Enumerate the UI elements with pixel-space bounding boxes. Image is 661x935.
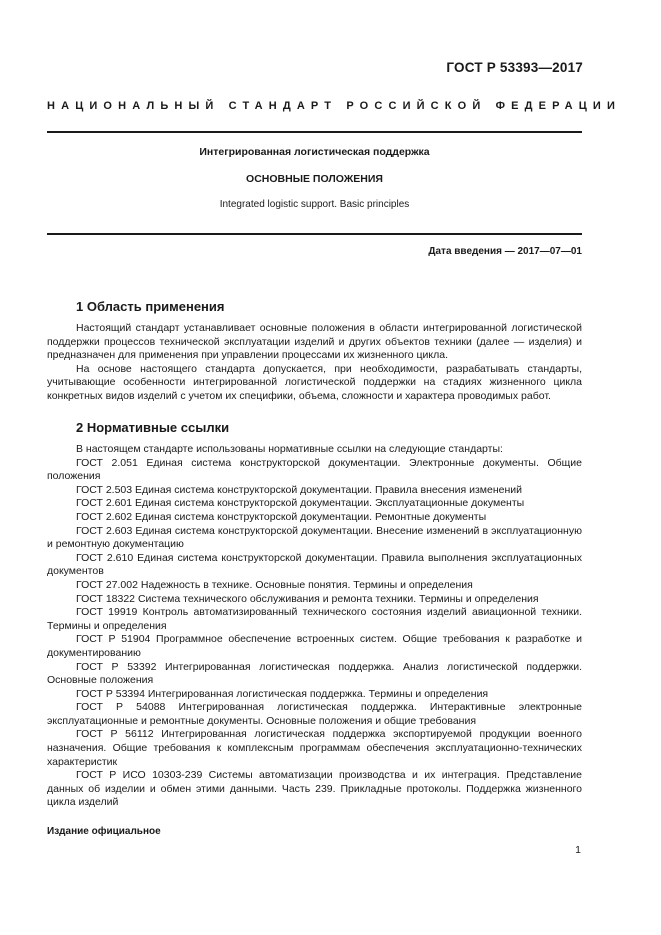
reference-item: ГОСТ 27.002 Надежность в технике. Основные понятия. Термины и определения [76, 578, 473, 591]
reference-item: ГОСТ Р ИСО 10303-239 Системы автоматизации производства и их интеграция. Представление данных об изделии и обмен этими данными. Часть 239. Прикладные протоколы. Поддержка жизненного цикла изделий [47, 769, 582, 809]
paragraph: Настоящий стандарт устанавливает основные положения в области интегрированной логистической поддержки процессов технической эксплуатации изделий и других объектов техники (далее — изделия) и предназначен для применения при управлении процессами их жизненного цикла. [47, 322, 582, 362]
reference-item: ГОСТ Р 54088 Интегрированная логистическая поддержка. Интерактивные электронные эксплуатационные и ремонтные документы. Основные положения и общие требования [47, 701, 582, 727]
reference-item: ГОСТ 2.503 Единая система конструкторской документации. Правила внесения изменений [76, 483, 522, 496]
page-number: 1 [575, 844, 581, 856]
document-code: ГОСТ Р 53393—2017 [446, 60, 583, 75]
reference-item: ГОСТ 2.051 Единая система конструкторской документации. Электронные документы. Общие положения [47, 456, 582, 483]
reference-item: ГОСТ 2.603 Единая система конструкторской документации. Внесение изменений в эксплуатационную и ремонтную документацию [47, 524, 582, 551]
title-topic: Интегрированная логистическая поддержка [199, 146, 430, 158]
reference-item: ГОСТ 2.610 Единая система конструкторской документации. Правила выполнения эксплуатационных документов [47, 551, 582, 578]
section-2-body [47, 443, 582, 810]
reference-item: ГОСТ 18322 Система технического обслуживания и ремонта техники. Термины и определения [76, 592, 539, 605]
paragraph: На основе настоящего стандарта допускается, при необходимости, разрабатывать стандарты, учитывающие особенности интегрированной логистической поддержки на стадиях жизненного цикла конкретных видов изделий с учетом их специфики, объема, сложности и характера проводимых работ. [47, 362, 582, 402]
edition-label: Издание официальное [47, 826, 161, 837]
reference-item: ГОСТ 19919 Контроль автоматизированный технического состояния изделий авиационной техники. Термины и определения [47, 606, 582, 632]
title-english: Integrated logistic support. Basic principles [219, 199, 410, 210]
reference-item: ГОСТ 2.601 Единая система конструкторской документации. Эксплуатационные документы [76, 497, 525, 510]
standard-title: НАЦИОНАЛЬНЫЙ СТАНДАРТ РОССИЙСКОЙ ФЕДЕРАЦИИ [47, 100, 622, 112]
reference-item: ГОСТ 2.602 Единая система конструкторской документации. Ремонтные документы [76, 510, 487, 523]
section-1-body [47, 322, 582, 404]
title-divider [47, 233, 582, 235]
section-2-heading: 2 Нормативные ссылки [76, 420, 230, 435]
section-1-heading: 1 Область применения [76, 299, 225, 314]
title-main: ОСНОВНЫЕ ПОЛОЖЕНИЯ [246, 173, 383, 185]
reference-item: ГОСТ Р 53392 Интегрированная логистическая поддержка. Анализ логистической поддержки. Основные положения [47, 660, 582, 687]
introduction-date: Дата введения — 2017—07—01 [428, 246, 582, 257]
top-divider [47, 131, 582, 133]
reference-item: ГОСТ Р 53394 Интегрированная логистическая поддержка. Термины и определения [76, 687, 489, 700]
references-intro: В настоящем стандарте использованы нормативные ссылки на следующие стандарты: [76, 443, 503, 455]
reference-item: ГОСТ Р 51904 Программное обеспечение встроенных систем. Общие требования к разработке и документированию [47, 633, 582, 659]
reference-item: ГОСТ Р 56112 Интегрированная логистическая поддержка экспортируемой продукции военного назначения. Общие требования к комплексным программам обеспечения эксплуатационно-технических характеристик [47, 728, 582, 768]
